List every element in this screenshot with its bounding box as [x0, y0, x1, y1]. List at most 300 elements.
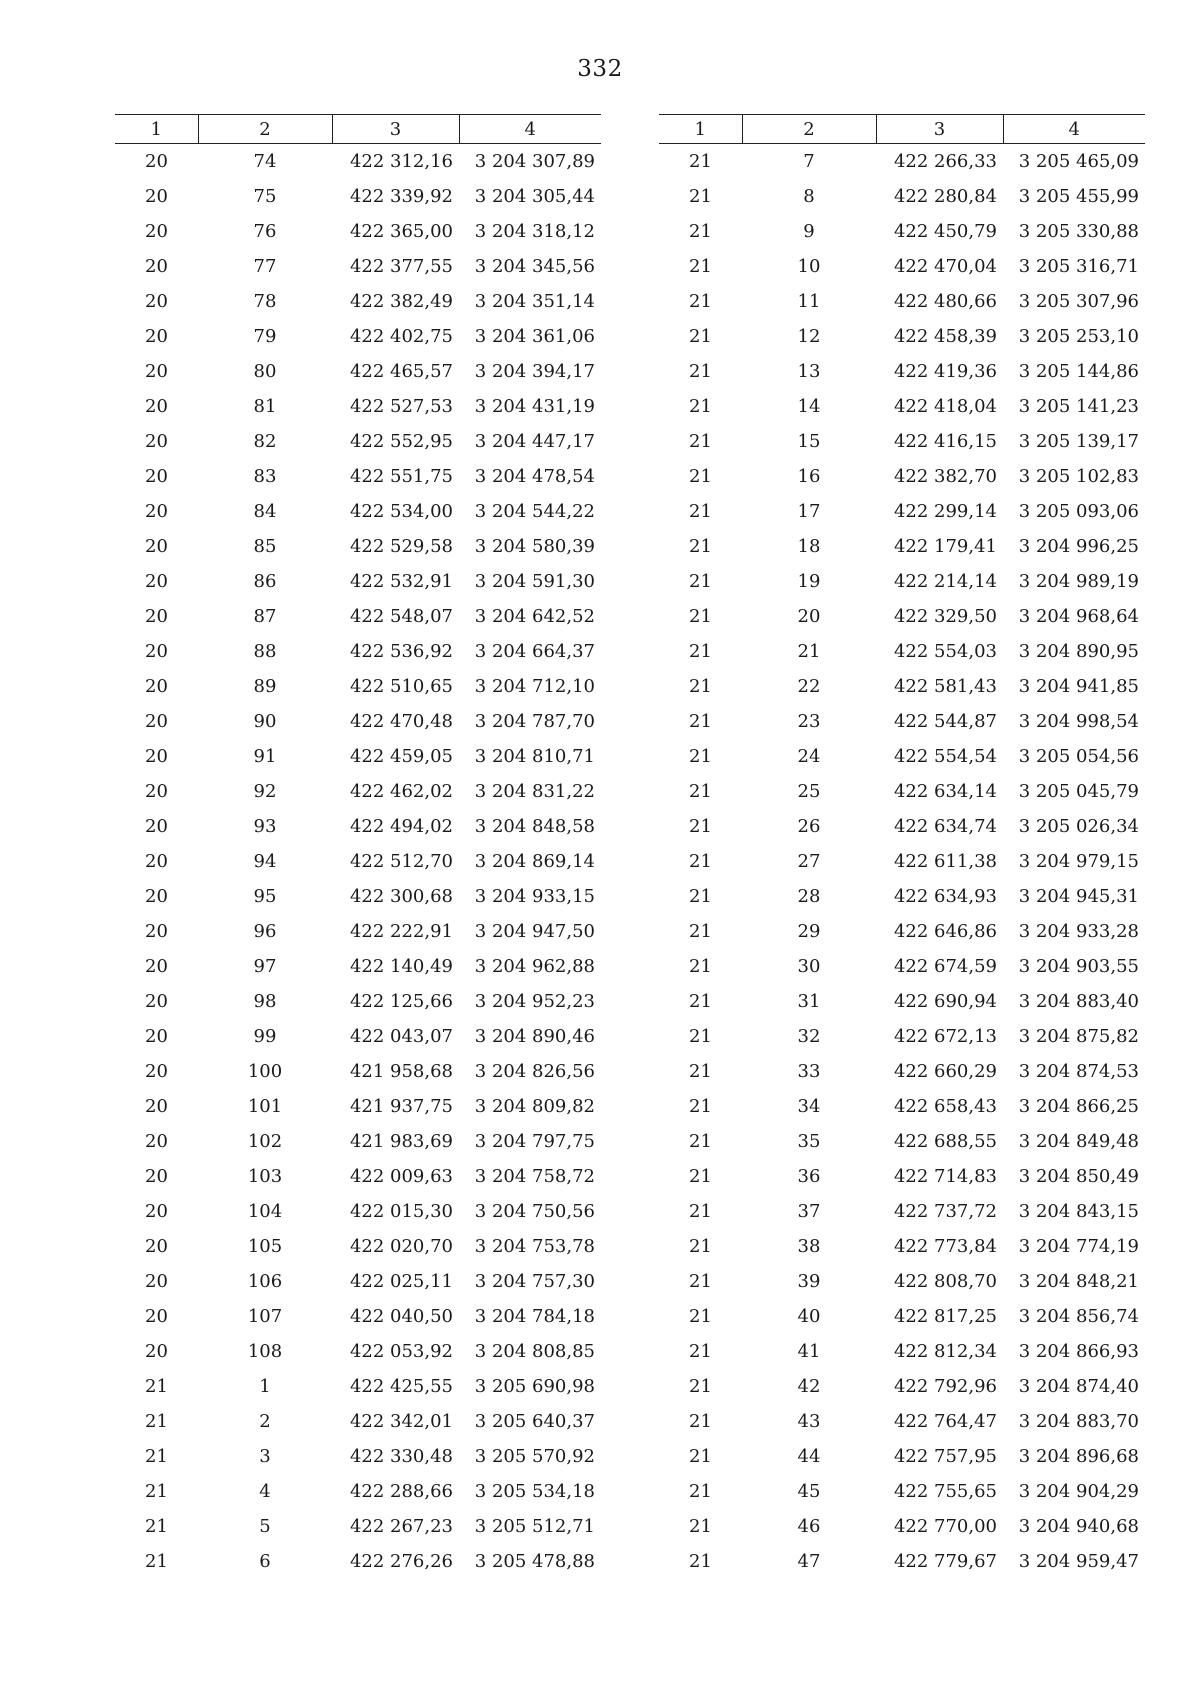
y-coordinate-cell: 3 204 431,19 — [474, 396, 595, 417]
table-row — [115, 1054, 601, 1089]
table-row — [659, 844, 1145, 879]
table-row — [115, 984, 601, 1019]
contour-number-cell: 21 — [145, 1481, 168, 1502]
x-coordinate-cell: 422 529,58 — [349, 536, 453, 557]
contour-number-cell: 21 — [689, 291, 712, 312]
y-coordinate-cell: 3 204 831,22 — [474, 781, 595, 802]
contour-number-cell: 21 — [689, 361, 712, 382]
point-number-cell: 9 — [803, 221, 815, 242]
x-coordinate-cell: 422 179,41 — [893, 536, 997, 557]
x-coordinate-cell: 422 634,74 — [893, 816, 997, 837]
table-row — [115, 739, 601, 774]
x-coordinate-cell: 422 214,14 — [893, 571, 997, 592]
point-number-cell: 100 — [247, 1061, 283, 1082]
point-number-cell: 40 — [797, 1306, 821, 1327]
x-coordinate-cell: 422 792,96 — [893, 1376, 997, 1397]
point-number-cell: 106 — [247, 1271, 283, 1292]
y-coordinate-cell: 3 204 903,55 — [1018, 956, 1139, 977]
point-number-cell: 13 — [797, 361, 821, 382]
y-coordinate-cell: 3 204 940,68 — [1018, 1516, 1139, 1537]
point-number-cell: 85 — [253, 536, 277, 557]
y-coordinate-cell: 3 205 141,23 — [1018, 396, 1139, 417]
x-coordinate-cell: 422 544,87 — [893, 711, 997, 732]
table-row — [115, 529, 601, 564]
y-coordinate-cell: 3 204 947,50 — [474, 921, 595, 942]
point-number-cell: 3 — [259, 1446, 271, 1467]
point-number-cell: 81 — [253, 396, 277, 417]
page-number: 332 — [577, 56, 623, 82]
table-row — [115, 1544, 601, 1579]
y-coordinate-cell: 3 204 307,89 — [474, 151, 595, 172]
point-number-cell: 99 — [253, 1026, 277, 1047]
table-row — [115, 1264, 601, 1299]
point-number-cell: 29 — [797, 921, 821, 942]
x-coordinate-cell: 422 339,92 — [349, 186, 453, 207]
table-row — [659, 669, 1145, 704]
y-coordinate-cell: 3 204 959,47 — [1018, 1551, 1139, 1572]
point-number-cell: 75 — [253, 186, 277, 207]
table-row — [659, 1509, 1145, 1544]
contour-number-cell: 21 — [689, 221, 712, 242]
y-coordinate-cell: 3 205 093,06 — [1018, 501, 1139, 522]
x-coordinate-cell: 422 672,13 — [893, 1026, 997, 1047]
table-row — [659, 319, 1145, 354]
y-coordinate-cell: 3 204 808,85 — [474, 1341, 595, 1362]
point-number-cell: 1 — [259, 1376, 271, 1397]
contour-number-cell: 20 — [145, 1236, 168, 1257]
point-number-cell: 104 — [247, 1201, 283, 1222]
x-coordinate-cell: 422 450,79 — [893, 221, 997, 242]
table-row — [659, 529, 1145, 564]
point-number-cell: 38 — [797, 1236, 821, 1257]
contour-number-cell: 20 — [145, 186, 168, 207]
y-coordinate-cell: 3 204 591,30 — [474, 571, 595, 592]
y-coordinate-cell: 3 204 848,21 — [1018, 1271, 1139, 1292]
point-number-cell: 26 — [797, 816, 821, 837]
point-number-cell: 34 — [797, 1096, 821, 1117]
point-number-cell: 102 — [247, 1131, 283, 1152]
table-row — [659, 1194, 1145, 1229]
contour-number-cell: 21 — [689, 1516, 712, 1537]
table-row — [659, 424, 1145, 459]
y-coordinate-cell: 3 204 305,44 — [474, 186, 595, 207]
table-row — [659, 389, 1145, 424]
point-number-cell: 12 — [797, 326, 821, 347]
contour-number-cell: 20 — [145, 1166, 168, 1187]
table-row — [115, 599, 601, 634]
contour-number-cell: 20 — [145, 396, 168, 417]
contour-number-cell: 21 — [689, 921, 712, 942]
column-header-1: 1 — [115, 115, 198, 144]
y-coordinate-cell: 3 204 544,22 — [474, 501, 595, 522]
point-number-cell: 41 — [797, 1341, 821, 1362]
contour-number-cell: 21 — [689, 256, 712, 277]
table-row — [115, 319, 601, 354]
contour-number-cell: 21 — [689, 956, 712, 977]
x-coordinate-cell: 422 040,50 — [349, 1306, 453, 1327]
table-row — [115, 354, 601, 389]
y-coordinate-cell: 3 205 534,18 — [474, 1481, 595, 1502]
point-number-cell: 96 — [253, 921, 277, 942]
table-row — [115, 1089, 601, 1124]
point-number-cell: 105 — [247, 1236, 283, 1257]
table-row — [659, 1229, 1145, 1264]
table-row — [115, 1159, 601, 1194]
point-number-cell: 5 — [259, 1516, 271, 1537]
x-coordinate-cell: 422 125,66 — [349, 991, 453, 1012]
contour-number-cell: 21 — [689, 571, 712, 592]
y-coordinate-cell: 3 204 933,15 — [474, 886, 595, 907]
contour-number-cell: 21 — [689, 991, 712, 1012]
table-row — [115, 879, 601, 914]
point-number-cell: 101 — [247, 1096, 283, 1117]
point-number-cell: 103 — [247, 1166, 283, 1187]
table-row — [659, 1159, 1145, 1194]
contour-number-cell: 21 — [689, 816, 712, 837]
contour-number-cell: 21 — [145, 1376, 168, 1397]
y-coordinate-cell: 3 205 054,56 — [1018, 746, 1139, 767]
y-coordinate-cell: 3 205 570,92 — [474, 1446, 595, 1467]
x-coordinate-cell: 422 140,49 — [349, 956, 453, 977]
contour-number-cell: 20 — [145, 1061, 168, 1082]
table-row — [115, 564, 601, 599]
table-row — [659, 599, 1145, 634]
contour-number-cell: 21 — [689, 186, 712, 207]
x-coordinate-cell: 422 634,93 — [893, 886, 997, 907]
point-number-cell: 4 — [259, 1481, 271, 1502]
x-coordinate-cell: 422 419,36 — [893, 361, 997, 382]
point-number-cell: 93 — [253, 816, 277, 837]
x-coordinate-cell: 422 688,55 — [893, 1131, 997, 1152]
point-number-cell: 89 — [253, 676, 277, 697]
x-coordinate-cell: 422 817,25 — [893, 1306, 997, 1327]
x-coordinate-cell: 422 548,07 — [349, 606, 453, 627]
contour-number-cell: 21 — [689, 466, 712, 487]
y-coordinate-cell: 3 204 856,74 — [1018, 1306, 1139, 1327]
contour-number-cell: 21 — [689, 1166, 712, 1187]
point-number-cell: 90 — [253, 711, 277, 732]
table-row — [115, 1509, 601, 1544]
column-header-3: 3 — [332, 115, 459, 144]
y-coordinate-cell: 3 204 904,29 — [1018, 1481, 1139, 1502]
x-coordinate-cell: 422 465,57 — [349, 361, 453, 382]
point-number-cell: 10 — [797, 256, 821, 277]
x-coordinate-cell: 422 757,95 — [893, 1446, 997, 1467]
point-number-cell: 46 — [797, 1516, 821, 1537]
contour-number-cell: 21 — [689, 886, 712, 907]
contour-number-cell: 21 — [689, 501, 712, 522]
x-coordinate-cell: 422 512,70 — [349, 851, 453, 872]
y-coordinate-cell: 3 204 874,40 — [1018, 1376, 1139, 1397]
table-row — [659, 1089, 1145, 1124]
table-row — [115, 1439, 601, 1474]
contour-number-cell: 21 — [689, 676, 712, 697]
x-coordinate-cell: 422 764,47 — [893, 1411, 997, 1432]
y-coordinate-cell: 3 204 712,10 — [474, 676, 595, 697]
table-row — [115, 914, 601, 949]
y-coordinate-cell: 3 204 896,68 — [1018, 1446, 1139, 1467]
contour-number-cell: 20 — [145, 1341, 168, 1362]
y-coordinate-cell: 3 204 848,58 — [474, 816, 595, 837]
contour-number-cell: 20 — [145, 606, 168, 627]
x-coordinate-cell: 422 532,91 — [349, 571, 453, 592]
contour-number-cell: 21 — [689, 1446, 712, 1467]
table-header — [115, 115, 601, 144]
table-row — [659, 494, 1145, 529]
x-coordinate-cell: 422 266,33 — [893, 151, 997, 172]
x-coordinate-cell: 422 025,11 — [349, 1271, 453, 1292]
point-number-cell: 35 — [797, 1131, 821, 1152]
y-coordinate-cell: 3 204 968,64 — [1018, 606, 1139, 627]
table-body — [115, 144, 601, 1580]
point-number-cell: 77 — [253, 256, 277, 277]
contour-number-cell: 20 — [145, 851, 168, 872]
column-header-4: 4 — [1003, 115, 1145, 144]
point-number-cell: 14 — [797, 396, 821, 417]
point-number-cell: 88 — [253, 641, 277, 662]
y-coordinate-cell: 3 205 316,71 — [1018, 256, 1139, 277]
point-number-cell: 22 — [797, 676, 821, 697]
table-row — [115, 809, 601, 844]
table-row — [659, 144, 1145, 180]
column-header-1: 1 — [659, 115, 742, 144]
table-row — [659, 634, 1145, 669]
contour-number-cell: 20 — [145, 431, 168, 452]
table-row — [115, 1229, 601, 1264]
y-coordinate-cell: 3 204 580,39 — [474, 536, 595, 557]
table-row — [115, 214, 601, 249]
table-row — [115, 669, 601, 704]
point-number-cell: 2 — [259, 1411, 271, 1432]
x-coordinate-cell: 422 330,48 — [349, 1446, 453, 1467]
x-coordinate-cell: 422 581,43 — [893, 676, 997, 697]
y-coordinate-cell: 3 204 989,19 — [1018, 571, 1139, 592]
table-row — [659, 1439, 1145, 1474]
x-coordinate-cell: 422 554,03 — [893, 641, 997, 662]
table-row — [659, 809, 1145, 844]
contour-number-cell: 20 — [145, 326, 168, 347]
y-coordinate-cell: 3 204 849,48 — [1018, 1131, 1139, 1152]
table-row — [659, 1544, 1145, 1579]
contour-number-cell: 20 — [145, 1271, 168, 1292]
contour-number-cell: 20 — [145, 886, 168, 907]
contour-number-cell: 20 — [145, 466, 168, 487]
table-row — [115, 774, 601, 809]
y-coordinate-cell: 3 204 945,31 — [1018, 886, 1139, 907]
table-row — [659, 879, 1145, 914]
x-coordinate-cell: 422 365,00 — [349, 221, 453, 242]
y-coordinate-cell: 3 205 139,17 — [1018, 431, 1139, 452]
x-coordinate-cell: 422 770,00 — [893, 1516, 997, 1537]
y-coordinate-cell: 3 205 455,99 — [1018, 186, 1139, 207]
table-header — [659, 115, 1145, 144]
y-coordinate-cell: 3 204 979,15 — [1018, 851, 1139, 872]
x-coordinate-cell: 422 020,70 — [349, 1236, 453, 1257]
contour-number-cell: 20 — [145, 641, 168, 662]
table-row — [659, 1404, 1145, 1439]
x-coordinate-cell: 422 551,75 — [349, 466, 453, 487]
contour-number-cell: 20 — [145, 571, 168, 592]
x-coordinate-cell: 422 714,83 — [893, 1166, 997, 1187]
y-coordinate-cell: 3 205 690,98 — [474, 1376, 595, 1397]
point-number-cell: 98 — [253, 991, 277, 1012]
table-row — [115, 284, 601, 319]
point-number-cell: 23 — [797, 711, 821, 732]
point-number-cell: 44 — [797, 1446, 821, 1467]
x-coordinate-cell: 422 494,02 — [349, 816, 453, 837]
x-coordinate-cell: 422 416,15 — [893, 431, 997, 452]
x-coordinate-cell: 422 425,55 — [349, 1376, 453, 1397]
x-coordinate-cell: 422 299,14 — [893, 501, 997, 522]
point-number-cell: 45 — [797, 1481, 821, 1502]
x-coordinate-cell: 422 280,84 — [893, 186, 997, 207]
x-coordinate-cell: 422 418,04 — [893, 396, 997, 417]
table-row — [659, 984, 1145, 1019]
y-coordinate-cell: 3 204 787,70 — [474, 711, 595, 732]
y-coordinate-cell: 3 204 875,82 — [1018, 1026, 1139, 1047]
point-number-cell: 86 — [253, 571, 277, 592]
x-coordinate-cell: 422 755,65 — [893, 1481, 997, 1502]
x-coordinate-cell: 422 611,38 — [893, 851, 997, 872]
table-row — [115, 1194, 601, 1229]
contour-number-cell: 21 — [689, 746, 712, 767]
table-row — [659, 1019, 1145, 1054]
y-coordinate-cell: 3 204 952,23 — [474, 991, 595, 1012]
point-number-cell: 42 — [797, 1376, 821, 1397]
point-number-cell: 97 — [253, 956, 277, 977]
x-coordinate-cell: 422 812,34 — [893, 1341, 997, 1362]
y-coordinate-cell: 3 204 774,19 — [1018, 1236, 1139, 1257]
point-number-cell: 107 — [247, 1306, 283, 1327]
x-coordinate-cell: 422 737,72 — [893, 1201, 997, 1222]
contour-number-cell: 20 — [145, 711, 168, 732]
x-coordinate-cell: 422 534,00 — [349, 501, 453, 522]
table-row — [115, 1404, 601, 1439]
contour-number-cell: 21 — [145, 1411, 168, 1432]
contour-number-cell: 20 — [145, 1096, 168, 1117]
contour-number-cell: 21 — [689, 711, 712, 732]
x-coordinate-cell: 422 646,86 — [893, 921, 997, 942]
y-coordinate-cell: 3 204 447,17 — [474, 431, 595, 452]
point-number-cell: 95 — [253, 886, 277, 907]
contour-number-cell: 20 — [145, 921, 168, 942]
table-row — [659, 214, 1145, 249]
y-coordinate-cell: 3 204 809,82 — [474, 1096, 595, 1117]
contour-number-cell: 21 — [689, 326, 712, 347]
table-row — [115, 424, 601, 459]
y-coordinate-cell: 3 204 797,75 — [474, 1131, 595, 1152]
x-coordinate-cell: 422 773,84 — [893, 1236, 997, 1257]
coordinates-table-right — [659, 114, 1145, 1579]
y-coordinate-cell: 3 204 883,70 — [1018, 1411, 1139, 1432]
contour-number-cell: 21 — [689, 1131, 712, 1152]
x-coordinate-cell: 421 958,68 — [349, 1061, 453, 1082]
table-row — [115, 1334, 601, 1369]
table-row — [115, 1124, 601, 1159]
y-coordinate-cell: 3 205 512,71 — [474, 1516, 595, 1537]
x-coordinate-cell: 422 536,92 — [349, 641, 453, 662]
contour-number-cell: 20 — [145, 151, 168, 172]
point-number-cell: 84 — [253, 501, 277, 522]
x-coordinate-cell: 422 382,70 — [893, 466, 997, 487]
contour-number-cell: 21 — [689, 1341, 712, 1362]
table-row — [659, 704, 1145, 739]
table-row — [659, 739, 1145, 774]
y-coordinate-cell: 3 205 253,10 — [1018, 326, 1139, 347]
contour-number-cell: 21 — [145, 1551, 168, 1572]
table-row — [659, 1264, 1145, 1299]
point-number-cell: 28 — [797, 886, 821, 907]
contour-number-cell: 21 — [689, 851, 712, 872]
x-coordinate-cell: 422 634,14 — [893, 781, 997, 802]
table-row — [659, 459, 1145, 494]
point-number-cell: 91 — [253, 746, 277, 767]
table-row — [659, 1334, 1145, 1369]
y-coordinate-cell: 3 204 351,14 — [474, 291, 595, 312]
table-row — [659, 1369, 1145, 1404]
contour-number-cell: 21 — [689, 536, 712, 557]
table-row — [115, 1474, 601, 1509]
point-number-cell: 8 — [803, 186, 815, 207]
point-number-cell: 83 — [253, 466, 277, 487]
x-coordinate-cell: 422 459,05 — [349, 746, 453, 767]
contour-number-cell: 20 — [145, 1201, 168, 1222]
x-coordinate-cell: 422 470,04 — [893, 256, 997, 277]
y-coordinate-cell: 3 204 874,53 — [1018, 1061, 1139, 1082]
point-number-cell: 108 — [247, 1341, 283, 1362]
table-row — [115, 1299, 601, 1334]
contour-number-cell: 20 — [145, 1131, 168, 1152]
y-coordinate-cell: 3 205 045,79 — [1018, 781, 1139, 802]
y-coordinate-cell: 3 204 890,95 — [1018, 641, 1139, 662]
contour-number-cell: 21 — [689, 606, 712, 627]
x-coordinate-cell: 421 983,69 — [349, 1131, 453, 1152]
contour-number-cell: 20 — [145, 816, 168, 837]
table-row — [659, 1124, 1145, 1159]
y-coordinate-cell: 3 204 883,40 — [1018, 991, 1139, 1012]
point-number-cell: 87 — [253, 606, 277, 627]
table-row — [115, 459, 601, 494]
y-coordinate-cell: 3 204 996,25 — [1018, 536, 1139, 557]
x-coordinate-cell: 422 510,65 — [349, 676, 453, 697]
y-coordinate-cell: 3 205 307,96 — [1018, 291, 1139, 312]
x-coordinate-cell: 422 288,66 — [349, 1481, 453, 1502]
table-row — [659, 914, 1145, 949]
y-coordinate-cell: 3 205 640,37 — [474, 1411, 595, 1432]
contour-number-cell: 21 — [145, 1446, 168, 1467]
table-row — [115, 949, 601, 984]
point-number-cell: 32 — [797, 1026, 821, 1047]
y-coordinate-cell: 3 204 361,06 — [474, 326, 595, 347]
y-coordinate-cell: 3 204 394,17 — [474, 361, 595, 382]
y-coordinate-cell: 3 204 750,56 — [474, 1201, 595, 1222]
x-coordinate-cell: 422 660,29 — [893, 1061, 997, 1082]
column-header-4: 4 — [459, 115, 601, 144]
y-coordinate-cell: 3 204 941,85 — [1018, 676, 1139, 697]
table-row — [659, 249, 1145, 284]
table-row — [115, 634, 601, 669]
point-number-cell: 20 — [797, 606, 821, 627]
x-coordinate-cell: 422 470,48 — [349, 711, 453, 732]
x-coordinate-cell: 422 674,59 — [893, 956, 997, 977]
x-coordinate-cell: 422 377,55 — [349, 256, 453, 277]
point-number-cell: 43 — [797, 1411, 821, 1432]
x-coordinate-cell: 422 342,01 — [349, 1411, 453, 1432]
table-row — [659, 1474, 1145, 1509]
point-number-cell: 18 — [797, 536, 821, 557]
y-coordinate-cell: 3 204 642,52 — [474, 606, 595, 627]
point-number-cell: 27 — [797, 851, 821, 872]
